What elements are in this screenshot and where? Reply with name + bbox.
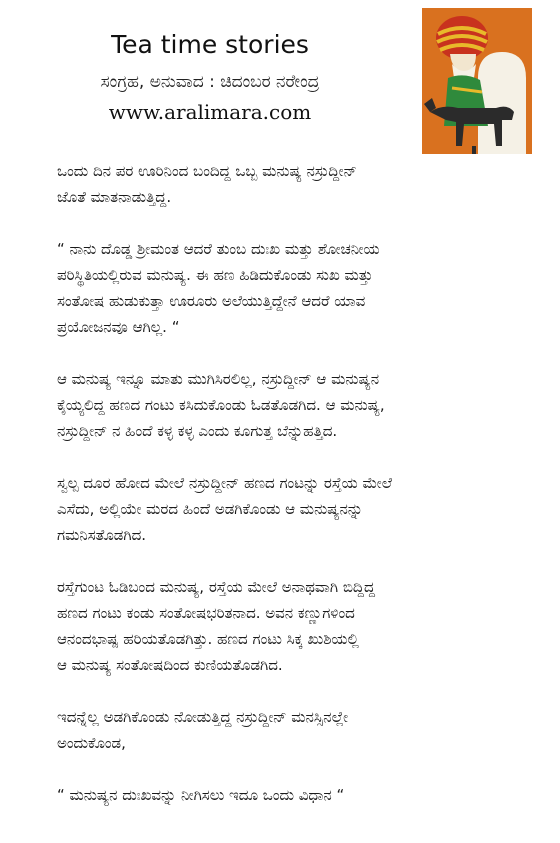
story-paragraph: ಆ ಮನುಷ್ಯ ಇನ್ನೂ ಮಾತು ಮುಗಿಸಿರಲಿಲ್ಲ, ನಸ್ರುದ್ದೀನ್ ಆ ಮನುಷ್ಯನ ಕೈಯ್ಯಲಿದ್ದ ಹಣದ ಗಂಟು ಕಸಿದುಕೊಂಡು ಓಡತೊಡಗಿದ. ಆ ಮನುಷ್ಯ, ನಸ್ರುದ್ದೀನ್ ನ ಹಿಂದೆ ಕಳ್ಳ ಕಳ್ಳ ಎಂದು ಕೂಗುತ್ತ ಬೆನ್ನುಹತ್ತಿದ. <box>57 370 385 440</box>
story-body <box>57 158 547 834</box>
story-paragraph: ಸ್ವಲ್ಪ ದೂರ ಹೋದ ಮೇಲೆ ನಸ್ರುದ್ದೀನ್ ಹಣದ ಗಂಟನ್ನು ರಸ್ತೆಯ ಮೇಲೆ ಎಸೆದು, ಅಲ್ಲಿಯೇ ಮರದ ಹಿಂದೆ ಅಡಗಿಕೊಂಡು ಆ ಮನುಷ್ಯನನ್ನು ಗಮನಿಸತೊಡಗಿದ. <box>57 474 393 544</box>
website-link[interactable]: www.aralimara.com <box>108 100 312 124</box>
nasruddin-on-donkey-icon <box>422 8 532 154</box>
page-header <box>0 0 560 150</box>
story-paragraph: ಇದನ್ನೆಲ್ಲ ಅಡಗಿಕೊಂಡು ನೋಡುತ್ತಿದ್ದ ನಸ್ರುದ್ದೀನ್ ಮನಸ್ಸಿನಲ್ಲೇ ಅಂದುಕೊಂಡ, <box>57 708 349 752</box>
story-paragraph: ಒಂದು ದಿನ ಪರ ಊರಿನಿಂದ ಬಂದಿದ್ದ ಒಬ್ಬ ಮನುಷ್ಯ ನಸ್ರುದ್ದೀನ್ ಜೊತೆ ಮಾತನಾಡುತ್ತಿದ್ದ. <box>57 162 357 206</box>
story-paragraph: “ ನಾನು ದೊಡ್ಡ ಶ್ರೀಮಂತ ಆದರೆ ತುಂಬ ದುಃಖ ಮತ್ತು ಶೋಚನೀಯ ಪರಿಸ್ಥಿತಿಯಲ್ಲಿರುವ ಮನುಷ್ಯ. ಈ ಹಣ ಹಿಡಿದುಕೊಂಡು ಸುಖ ಮತ್ತು ಸಂತೋಷ ಹುಡುಕುತ್ತಾ ಊರೂರು ಅಲೆಯುತ್ತಿದ್ದೇನೆ ಆದರೆ ಯಾವ ಪ್ರಯೋಜನವೂ ಆಗಿಲ್ಲ. “ <box>57 240 380 336</box>
credits-line: ಸಂಗ್ರಹ, ಅನುವಾದ : ಚಿದಂಬರ ನರೇಂದ್ರ <box>100 72 320 92</box>
story-paragraph: “ ಮನುಷ್ಯನ ದುಃಖವನ್ನು ನೀಗಿಸಲು ಇದೂ ಒಂದು ವಿಧಾನ “ <box>57 786 345 804</box>
page-title: Tea time stories <box>111 30 309 59</box>
story-paragraph: ರಸ್ತೆಗುಂಟ ಓಡಿಬಂದ ಮನುಷ್ಯ, ರಸ್ತೆಯ ಮೇಲೆ ಅನಾಥವಾಗಿ ಬಿದ್ದಿದ್ದ ಹಣದ ಗಂಟು ಕಂಡು ಸಂತೋಷಭರಿತನಾದ. ಅವನ ಕಣ್ಣುಗಳಿಂದ ಆನಂದಭಾಷ್ಪ ಹರಿಯತೊಡಗಿತ್ತು. ಹಣದ ಗಂಟು ಸಿಕ್ಕ ಖುಶಿಯಲ್ಲಿ ಆ ಮನುಷ್ಯ ಸಂತೋಷದಿಂದ ಕುಣಿಯತೊಡಗಿದ. <box>57 578 376 674</box>
